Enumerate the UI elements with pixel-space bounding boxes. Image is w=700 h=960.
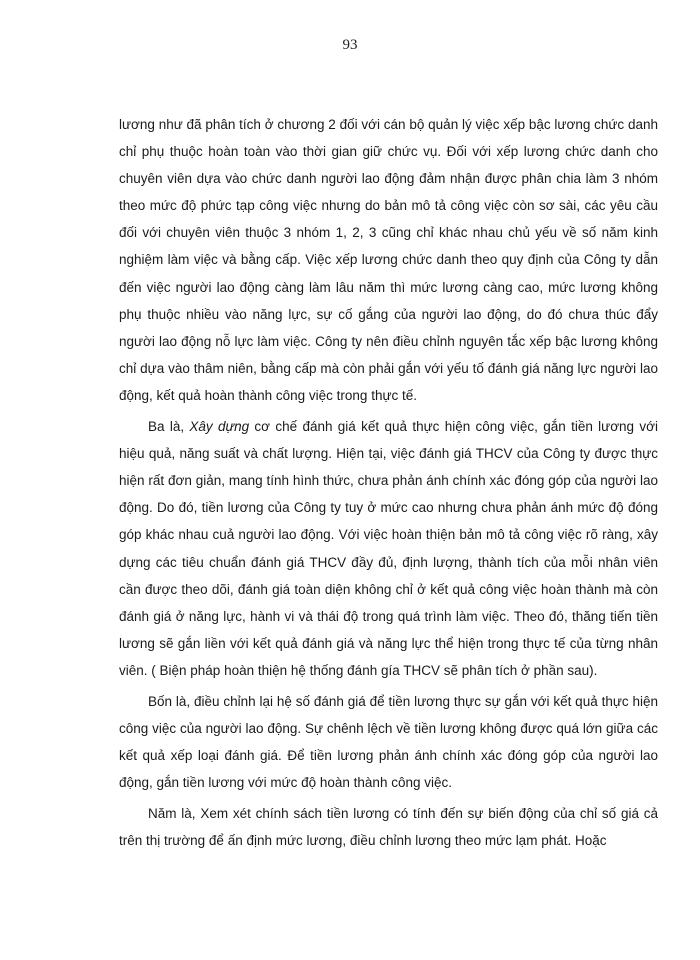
paragraph-2-rest: cơ chế đánh giá kết quả thực hiện công việc, gắn tiền lương với hiệu quả, năng suất và chất lượng. Hiện tại, việc đánh giá THCV của Công ty được thực hiện rất đơn giản, mang tính hình thức, chưa phản ánh chính xác đóng góp của người lao động. Do đó, tiền lương của Công ty tuy ở mức cao nhưng chưa phản ánh mức độ đóng góp khác nhau cuả người lao động. Với việc hoàn thiện bản mô tả công việc rõ ràng, xây dựng các tiêu chuẩn đánh giá THCV đầy đủ, định lượng, thành tích của mỗi nhân viên cần được theo dõi, đánh giá toàn diện không chỉ ở kết quả công việc hoàn thành mà còn đánh giá ở năng lực, hành vi và thái độ trong quá trình làm việc. Theo đó, thăng tiến tiền lương sẽ gắn liền với kết quả đánh giá và năng lực thể hiện trong thực tế của từng nhân viên. ( Biện pháp hoàn thiện hệ thống đánh gía THCV sẽ phân tích ở phần sau). [119,419,658,678]
paragraph-2-emphasis: Xây dựng [189,419,250,435]
paragraph-2 [119,413,658,684]
paragraph-2-lead: Ba là, [148,419,190,435]
page-number: 93 [342,37,358,53]
paragraph-1: lương như đã phân tích ở chương 2 đối với cán bộ quản lý việc xếp bậc lương chức danh chỉ phụ thuộc hoàn toàn vào thời gian giữ chức vụ. Đối với xếp lương chức danh cho chuyên viên dựa vào chức danh người lao động đảm nhận được phân chia làm 3 nhóm theo mức độ phức tạp công việc nhưng do bản mô tả công việc còn sơ sài, các yêu cầu đối với chuyên viên thuộc 3 nhóm 1, 2, 3 cũng chỉ khác nhau chủ yếu về số năm kinh nghiệm làm việc và bằng cấp. Việc xếp lương chức danh theo quy định của Công ty dẫn đến việc người lao động càng làm lâu năm thì mức lương càng cao, mức lương không phụ thuộc nhiều vào năng lực, sự cố gắng của người lao động, do đó chưa thúc đẩy người lao động nỗ lực làm việc. Công ty nên điều chỉnh nguyên tắc xếp bậc lương không chỉ dựa vào thâm niên, bằng cấp mà còn phải gắn với yếu tố đánh giá năng lực người lao động, kết quả hoàn thành công việc trong thực tế. [119,117,658,403]
paragraph-4: Năm là, Xem xét chính sách tiền lương có tính đến sự biến động của chỉ số giá cả trên thị trường để ấn định mức lương, điều chỉnh lương theo mức lạm phát. Hoặc [119,806,658,849]
paragraph-3: Bốn là, điều chỉnh lại hệ số đánh giá để tiền lương thực sự gắn với kết quả thực hiện công việc của người lao động. Sự chênh lệch về tiền lương không được quá lớn giữa các kết quả xếp loại đánh giá. Để tiền lương phản ánh chính xác đóng góp của người lao động, gắn tiền lương với mức độ hoàn thành công việc. [119,693,658,791]
body-text [119,111,658,859]
